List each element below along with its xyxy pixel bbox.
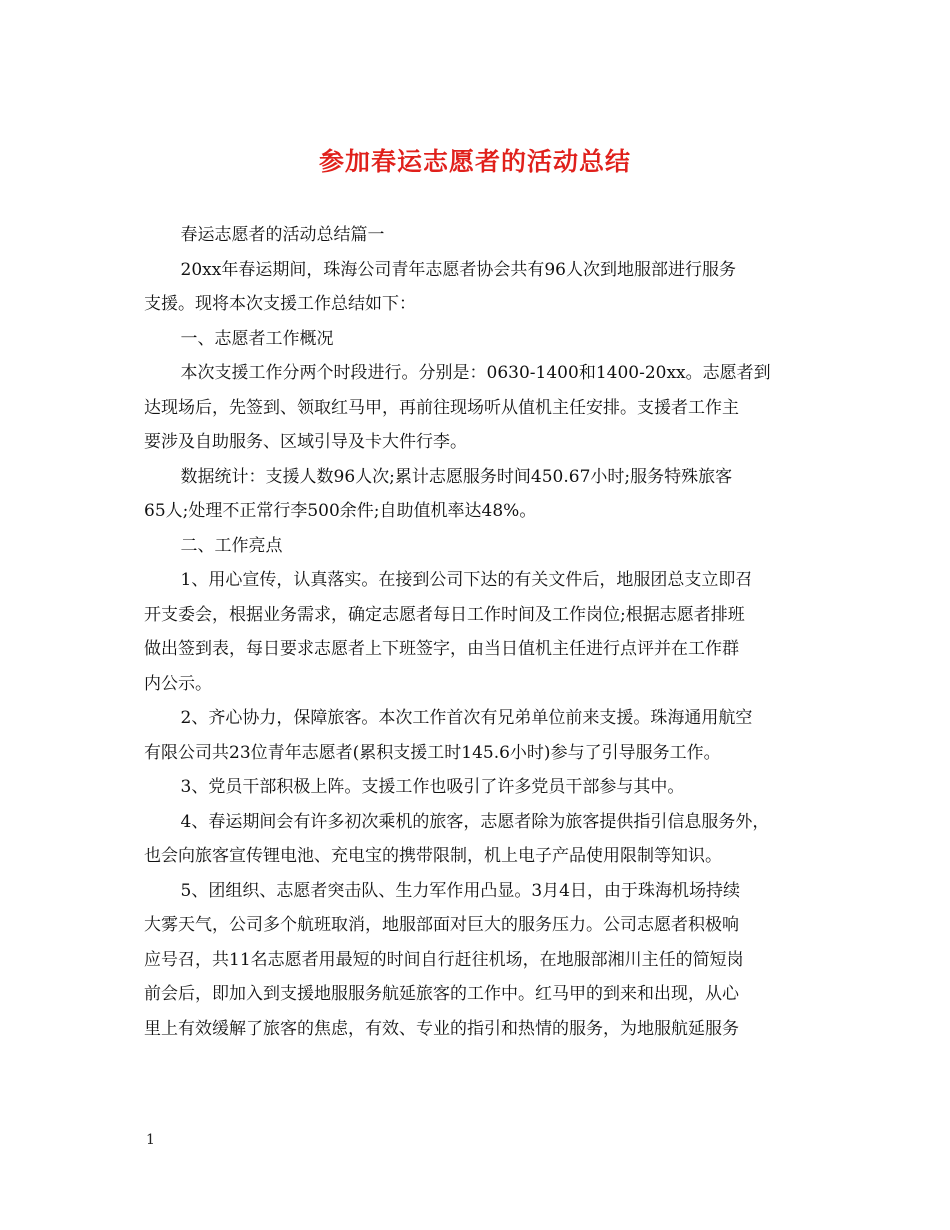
paragraph-line: 应号召，共11名志愿者用最短的时间自行赶往机场，在地服部湘川主任的简短岗 xyxy=(144,949,744,970)
document-body xyxy=(144,218,814,1046)
paragraph-line: 2、齐心协力，保障旅客。本次工作首次有兄弟单位前来支援。珠海通用航空 xyxy=(180,708,753,728)
paragraph-line: 里上有效缓解了旅客的焦虑，有效、专业的指引和热情的服务，为地服航延服务 xyxy=(144,1018,739,1039)
page-number: 1 xyxy=(146,1132,155,1148)
paragraph-line: 前会后，即加入到支援地服服务航延旅客的工作中。红马甲的到来和出现，从心 xyxy=(144,984,739,1004)
paragraph-line: 支援。现将本次支援工作总结如下： xyxy=(144,294,416,314)
paragraph-line: 数据统计：支援人数96人次;累计志愿服务时间450.67小时;服务特殊旅客 xyxy=(180,466,733,487)
paragraph-line: 4、春运期间会有许多初次乘机的旅客，志愿者除为旅客提供指引信息服务外， xyxy=(180,811,770,832)
paragraph-line: 也会向旅客宣传锂电池、充电宝的携带限制，机上电子产品使用限制等知识。 xyxy=(144,846,722,866)
paragraph-line: 5、团组织、志愿者突击队、生力军作用凸显。3月4日，由于珠海机场持续 xyxy=(180,880,740,901)
paragraph-line: 大雾天气，公司多个航班取消，地服部面对巨大的服务压力。公司志愿者积极响 xyxy=(144,915,739,935)
paragraph-line: 1、用心宣传，认真落实。在接到公司下达的有关文件后，地服团总支立即召 xyxy=(180,570,753,590)
paragraph-line: 内公示。 xyxy=(144,673,212,694)
paragraph-line: 做出签到表，每日要求志愿者上下班签字，由当日值机主任进行点评并在工作群 xyxy=(144,639,739,659)
paragraph-line: 65人;处理不正常行李500余件;自助值机率达48%。 xyxy=(144,501,537,521)
section-heading: 二、工作亮点 xyxy=(180,535,283,556)
paragraph-line: 达现场后，先签到、领取红马甲，再前往现场听从值机主任安排。支援者工作主 xyxy=(144,397,739,418)
paragraph-line: 有限公司共23位青年志愿者(累积支援工时145.6小时)参与了引导服务工作。 xyxy=(144,742,721,763)
paragraph-line: 要涉及自助服务、区域引导及卡大件行李。 xyxy=(144,432,467,452)
paragraph-line: 开支委会，根据业务需求，确定志愿者每日工作时间及工作岗位;根据志愿者排班 xyxy=(144,604,745,625)
paragraph-line: 20xx年春运期间，珠海公司青年志愿者协会共有96人次到地服部进行服务 xyxy=(180,259,736,280)
paragraph-line: 本次支援工作分两个时段进行。分别是：0630-1400和1400-20xx。志愿者到 xyxy=(180,363,771,383)
page-title: 参加春运志愿者的活动总结 xyxy=(318,147,631,176)
paragraph-line: 3、党员干部积极上阵。支援工作也吸引了许多党员干部参与其中。 xyxy=(180,777,685,797)
paragraph-line: 春运志愿者的活动总结篇一 xyxy=(180,225,385,245)
section-heading: 一、志愿者工作概况 xyxy=(180,328,334,349)
